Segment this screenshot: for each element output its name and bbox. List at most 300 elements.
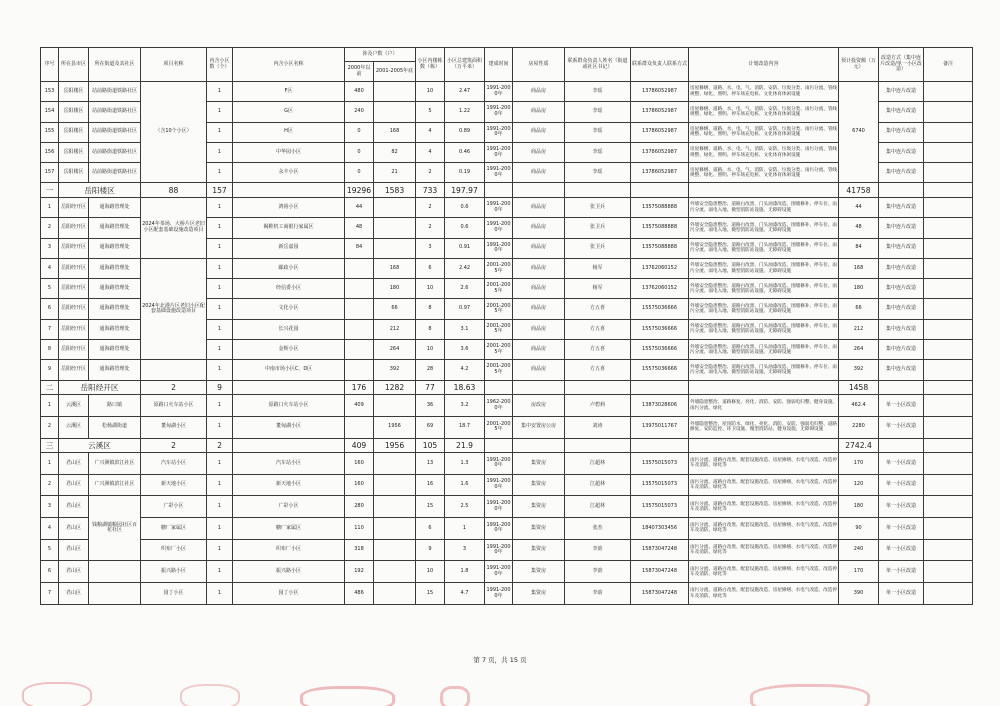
cell-phone: 15575036666: [631, 340, 689, 360]
subtotal-blank: [513, 183, 565, 198]
cell-note: [924, 395, 973, 417]
cell-area: 0.91: [445, 238, 485, 258]
cell-households-2000: 84: [345, 238, 374, 258]
cell-area: 2.47: [445, 82, 485, 102]
cell-community-name: 文化小区: [233, 299, 345, 319]
cell-mode: 单一小区改造: [879, 416, 924, 438]
cell-community-name: 中华园小区: [233, 142, 345, 162]
cell-community-name: 汽车站小区: [233, 453, 345, 475]
cell-households-2005: [374, 539, 416, 561]
cell-year: 2001-2005年: [485, 416, 513, 438]
cell-seq: 1: [41, 395, 59, 417]
cell-community-name: 新岳嘉园: [233, 238, 345, 258]
table-row: [41, 360, 973, 380]
subtotal-blank: [513, 380, 565, 395]
cell-area: 0.6: [445, 197, 485, 217]
cell-note: [924, 142, 973, 162]
cell-seq: 3: [41, 238, 59, 258]
cell-buildings: 6: [416, 258, 445, 278]
cell-street: 站前路街道铁路社区: [89, 142, 141, 162]
cell-invest: 390: [839, 583, 879, 605]
cell-county: 岳阳楼区: [59, 102, 89, 122]
cell-person: 江超林: [565, 474, 631, 496]
cell-households-2005: 21: [374, 163, 416, 183]
cell-year: 1991-2000年: [485, 82, 513, 102]
cell-county: 岳阳经开区: [59, 340, 89, 360]
cell-seq: 4: [41, 518, 59, 540]
cell-households-2000: 160: [345, 453, 374, 475]
cell-invest: 48: [839, 218, 879, 238]
cell-households-2000: 318: [345, 539, 374, 561]
table-row: [41, 416, 973, 438]
cell-nature: 集资房: [513, 496, 565, 518]
cell-nature: 商品房: [513, 82, 565, 102]
cell-year: 2001-2005年: [485, 340, 513, 360]
subtotal-blank: [485, 438, 513, 453]
cell-street: 通海路管理处: [89, 299, 141, 319]
page-footer: 第 7 页，共 15 页: [473, 656, 527, 664]
cell-county: 岳阳楼区: [59, 142, 89, 162]
subtotal-count: 9: [207, 380, 233, 395]
subtotal-count: 2: [207, 438, 233, 453]
table-row: [41, 539, 973, 561]
cell-nature: 商品房: [513, 238, 565, 258]
cell-invest: 6740: [839, 82, 879, 183]
cell-note: [924, 122, 973, 142]
cell-nature: 集资房: [513, 539, 565, 561]
cell-county: 君山区: [59, 539, 89, 561]
cell-community-name: 经信委小区: [233, 279, 345, 299]
cell-street: 通海路管理处: [89, 258, 141, 278]
cell-households-2005: [374, 474, 416, 496]
cell-buildings: 28: [416, 360, 445, 380]
table-row: [41, 258, 973, 278]
cell-phone: 13575088888: [631, 238, 689, 258]
cell-note: [924, 279, 973, 299]
cell-phone: 13786052987: [631, 102, 689, 122]
subtotal-row: [41, 183, 973, 198]
cell-nature: 商品房: [513, 102, 565, 122]
cell-content: 外墙安全隐患整治、道路白改黑、门头油漆改造、围墙修补、停车位、雨污分流、弱电入地、微型消防站设施、无障碍设施: [689, 218, 839, 238]
cell-street: 站前路街道铁路社区: [89, 82, 141, 102]
cell-households-2005: [374, 518, 416, 540]
cell-community-name: 广彩小区: [233, 496, 345, 518]
cell-street: 通海路管理处: [89, 340, 141, 360]
cell-invest: 212: [839, 319, 879, 339]
cell-invest: 240: [839, 539, 879, 561]
cell-project: 糖厂家属区: [141, 518, 207, 540]
cell-phone: 13786052987: [631, 82, 689, 102]
cell-area: 0.46: [445, 142, 485, 162]
cell-phone: 13575015073: [631, 474, 689, 496]
cell-nature: 商品房: [513, 279, 565, 299]
cell-mode: 单一小区改造: [879, 539, 924, 561]
cell-households-2000: 0: [345, 122, 374, 142]
table-row: [41, 583, 973, 605]
cell-area: 18.7: [445, 416, 485, 438]
cell-nature: 商品房: [513, 319, 565, 339]
cell-area: 3: [445, 539, 485, 561]
cell-community-name: F区: [233, 82, 345, 102]
cell-seq: 9: [41, 360, 59, 380]
cell-year: 2001-2005年: [485, 279, 513, 299]
header-count: 内含小区数（个）: [207, 48, 233, 82]
cell-street: 站前路街道铁路社区: [89, 163, 141, 183]
cell-phone: 13762060152: [631, 258, 689, 278]
cell-content: 外墙隐患整治、屋顶防水、绿化、亮化、消防、安防、强弱电归整、道路修复、安防监控、环卫设施、微型消防站、健身设施、无障碍设施: [689, 416, 839, 438]
cell-street: 松杨湖街道: [89, 416, 141, 438]
cell-note: [924, 416, 973, 438]
cell-year: 1991-2000年: [485, 583, 513, 605]
cell-street: 钱粮湖镇粮园社区百花社区: [89, 496, 141, 561]
cell-community-name: 原路口火车站小区: [233, 395, 345, 417]
cell-mode: 集中连片改造: [879, 102, 924, 122]
cell-households-2005: 392: [374, 360, 416, 380]
table-row: [41, 82, 973, 102]
cell-county: 岳阳经开区: [59, 258, 89, 278]
seal-stamp-fragment: [300, 686, 395, 706]
cell-buildings: 69: [416, 416, 445, 438]
subtotal-buildings: 77: [416, 380, 445, 395]
cell-households-2000: 0: [345, 163, 374, 183]
cell-mode: 集中连片改造: [879, 258, 924, 278]
cell-mode: 单一小区改造: [879, 453, 924, 475]
cell-invest: 180: [839, 279, 879, 299]
cell-count: 1: [207, 299, 233, 319]
cell-year: 1991-2000年: [485, 218, 513, 238]
cell-county: 君山区: [59, 453, 89, 475]
cell-mode: 集中连片改造: [879, 360, 924, 380]
cell-note: [924, 539, 973, 561]
subtotal-area: 197.97: [445, 183, 485, 198]
subtotal-blank: [879, 183, 924, 198]
cell-count: 1: [207, 197, 233, 217]
cell-seq: 2: [41, 218, 59, 238]
cell-households-2000: [345, 279, 374, 299]
cell-county: 岳阳楼区: [59, 122, 89, 142]
cell-county: 岳阳经开区: [59, 218, 89, 238]
cell-area: 0.6: [445, 218, 485, 238]
cell-phone: 13786052987: [631, 122, 689, 142]
cell-area: 3.1: [445, 319, 485, 339]
cell-households-2005: [374, 583, 416, 605]
cell-county: 君山区: [59, 518, 89, 540]
cell-count: 1: [207, 340, 233, 360]
cell-person: 杨军: [565, 279, 631, 299]
subtotal-blank: [631, 438, 689, 453]
subtotal-blank: [565, 183, 631, 198]
cell-buildings: 8: [416, 299, 445, 319]
cell-content: 雨污分流、道路白改黑、配套设施改造、房屋修缮、水电气改造、改造停车及消防、绿化等: [689, 518, 839, 540]
cell-households-2005: [374, 395, 416, 417]
cell-count: 1: [207, 474, 233, 496]
cell-community-name: 邮政小区: [233, 258, 345, 278]
cell-street: 广兴洲镇滨江社区: [89, 453, 141, 475]
cell-count: 1: [207, 163, 233, 183]
cell-households-2005: [374, 496, 416, 518]
cell-project: 织布厂小区: [141, 539, 207, 561]
table-row: [41, 395, 973, 417]
cell-mode: 单一小区改造: [879, 583, 924, 605]
cell-seq: 154: [41, 102, 59, 122]
cell-person: 李韵: [565, 539, 631, 561]
cell-note: [924, 583, 973, 605]
table-body: [41, 82, 973, 605]
cell-mode: 集中连片改造: [879, 279, 924, 299]
cell-area: 3.6: [445, 340, 485, 360]
cell-nature: 房改房: [513, 395, 565, 417]
cell-year: 1991-2000年: [485, 142, 513, 162]
cell-person: 江超林: [565, 453, 631, 475]
subtotal-blank: [565, 380, 631, 395]
cell-count: 1: [207, 583, 233, 605]
cell-street: 站前路街道铁路社区: [89, 102, 141, 122]
subtotal-projects: 88: [141, 183, 207, 198]
cell-nature: 集中安置房公房: [513, 416, 565, 438]
cell-person: 李瑶: [565, 163, 631, 183]
subtotal-blank: [485, 183, 513, 198]
cell-content: 房屋修缮、道路、水、电、气、消防、安防、垃圾分类、雨污分流、管线规整、绿化、照明、停车场充电桩、文化体育体闲设施: [689, 102, 839, 122]
cell-project: （含10个小区）: [141, 82, 207, 183]
seal-stamp-bleed: [0, 668, 1000, 706]
cell-count: 1: [207, 453, 233, 475]
cell-community-name: 长兴花园: [233, 319, 345, 339]
cell-buildings: 5: [416, 102, 445, 122]
cell-note: [924, 360, 973, 380]
cell-households-2000: 486: [345, 583, 374, 605]
cell-community-name: H区: [233, 122, 345, 142]
cell-area: 3.2: [445, 395, 485, 417]
cell-seq: 153: [41, 82, 59, 102]
header-project: 项目名称: [141, 48, 207, 82]
cell-mode: 集中连片改造: [879, 218, 924, 238]
cell-county: 岳阳经开区: [59, 299, 89, 319]
cell-phone: 13786052987: [631, 163, 689, 183]
cell-note: [924, 102, 973, 122]
cell-person: 方五喜: [565, 299, 631, 319]
cell-note: [924, 319, 973, 339]
cell-buildings: 15: [416, 583, 445, 605]
subtotal-invest: 41758: [839, 183, 879, 198]
table-row: [41, 474, 973, 496]
cell-count: 1: [207, 395, 233, 417]
cell-buildings: 10: [416, 561, 445, 583]
cell-project: 董甸湖小区: [141, 416, 207, 438]
cell-area: 1.8: [445, 561, 485, 583]
cell-year: 1991-2000年: [485, 453, 513, 475]
cell-street: [89, 561, 141, 583]
cell-phone: 15575036666: [631, 319, 689, 339]
cell-content: 雨污分流、道路白改黑、配套设施改造、房屋修缮、水电气改造、改造停车及消防、绿化等: [689, 583, 839, 605]
header-county: 所在县市区: [59, 48, 89, 82]
header-households-2005: 2001-2005年底: [374, 62, 416, 82]
cell-content: 外墙安全隐患整治、道路白改黑、门头油漆改造、围墙修补、停车位、雨污分流、弱电入地、微型消防站设施、无障碍设施: [689, 238, 839, 258]
cell-note: [924, 218, 973, 238]
cell-mode: 集中连片改造: [879, 238, 924, 258]
cell-person: 方五喜: [565, 340, 631, 360]
cell-street: 路口镇: [89, 395, 141, 417]
renovation-table-sheet: [40, 47, 972, 605]
cell-person: 李瑶: [565, 142, 631, 162]
cell-content: 外墙安全隐患整治、道路白改黑、门头油漆改造、围墙修补、停车位、雨污分流、弱电入地、微型消防站设施、无障碍设施: [689, 299, 839, 319]
cell-count: 1: [207, 518, 233, 540]
cell-year: 1991-2000年: [485, 197, 513, 217]
cell-person: 李韵: [565, 583, 631, 605]
cell-buildings: 10: [416, 340, 445, 360]
cell-seq: 157: [41, 163, 59, 183]
cell-households-2005: [374, 561, 416, 583]
cell-person: 李瑶: [565, 102, 631, 122]
cell-area: 0.19: [445, 163, 485, 183]
cell-person: 张卫兵: [565, 218, 631, 238]
cell-note: [924, 163, 973, 183]
cell-county: 君山区: [59, 496, 89, 518]
cell-year: 2001-2005年: [485, 360, 513, 380]
cell-mode: 集中连片改造: [879, 142, 924, 162]
header-phone: 联系群众负责人联系方式: [631, 48, 689, 82]
cell-buildings: 15: [416, 496, 445, 518]
cell-nature: 商品房: [513, 122, 565, 142]
cell-note: [924, 496, 973, 518]
cell-person: 李瑶: [565, 82, 631, 102]
cell-area: 1.3: [445, 453, 485, 475]
subtotal-blank: [565, 438, 631, 453]
cell-invest: 392: [839, 360, 879, 380]
cell-project: [141, 360, 207, 380]
subtotal-buildings: 733: [416, 183, 445, 198]
subtotal-blank: [879, 380, 924, 395]
cell-households-2005: 82: [374, 142, 416, 162]
subtotal-blank: [233, 380, 345, 395]
cell-invest: 84: [839, 238, 879, 258]
cell-phone: 13575015073: [631, 496, 689, 518]
cell-invest: 2280: [839, 416, 879, 438]
cell-phone: 15873047248: [631, 539, 689, 561]
cell-nature: 商品房: [513, 360, 565, 380]
header-seq: 序号: [41, 48, 59, 82]
cell-households-2005: [374, 238, 416, 258]
cell-invest: 180: [839, 496, 879, 518]
seal-stamp-fragment: [22, 682, 92, 706]
cell-county: 君山区: [59, 561, 89, 583]
cell-households-2000: 192: [345, 561, 374, 583]
cell-buildings: 13: [416, 453, 445, 475]
subtotal-blank: [924, 438, 973, 453]
cell-buildings: 8: [416, 319, 445, 339]
cell-person: 张杰: [565, 518, 631, 540]
cell-phone: 15575036666: [631, 299, 689, 319]
cell-households-2005: 168: [374, 122, 416, 142]
cell-community-name: 振兴路小区: [233, 561, 345, 583]
cell-nature: 商品房: [513, 299, 565, 319]
cell-households-2000: [345, 299, 374, 319]
cell-person: 江超林: [565, 496, 631, 518]
header-note: 备注: [924, 48, 973, 82]
cell-community-name: 金辉小区: [233, 340, 345, 360]
cell-year: 1991-2000年: [485, 518, 513, 540]
cell-mode: 单一小区改造: [879, 496, 924, 518]
cell-street: 通海路管理处: [89, 238, 141, 258]
cell-nature: 商品房: [513, 340, 565, 360]
subtotal-households-2005: 1282: [374, 380, 416, 395]
header-households: 涉及户数（户）: [345, 48, 416, 62]
cell-households-2000: [345, 360, 374, 380]
cell-area: 1.22: [445, 102, 485, 122]
cell-phone: 13575015073: [631, 453, 689, 475]
cell-project: 原路口火车站小区: [141, 395, 207, 417]
cell-street: 通海路管理处: [89, 279, 141, 299]
cell-seq: 7: [41, 319, 59, 339]
cell-person: 李瑶: [565, 122, 631, 142]
subtotal-blank: [233, 438, 345, 453]
cell-year: 1991-2000年: [485, 238, 513, 258]
header-content: 计划改造内容: [689, 48, 839, 82]
cell-content: 雨污分流、道路白改黑、配套设施改造、房屋修缮、水电气改造、改造停车及消防、绿化等: [689, 474, 839, 496]
cell-person: 杨军: [565, 258, 631, 278]
cell-households-2000: 280: [345, 496, 374, 518]
cell-content: 外墙安全隐患整治、道路白改黑、门头油漆改造、围墙修补、停车位、雨污分流、弱电入地、微型消防站设施、无障碍设施: [689, 279, 839, 299]
cell-phone: 18407303456: [631, 518, 689, 540]
cell-project: 2024年茶场、大桥片区老旧小区配套基础设施改造项目: [141, 197, 207, 258]
cell-households-2005: 212: [374, 319, 416, 339]
cell-households-2005: [374, 82, 416, 102]
cell-seq: 4: [41, 258, 59, 278]
cell-note: [924, 82, 973, 102]
cell-mode: 集中连片改造: [879, 340, 924, 360]
cell-phone: 15575036666: [631, 360, 689, 380]
cell-households-2000: 48: [345, 218, 374, 238]
cell-note: [924, 238, 973, 258]
cell-person: 方五喜: [565, 319, 631, 339]
cell-households-2000: [345, 416, 374, 438]
cell-area: 2.42: [445, 258, 485, 278]
subtotal-blank: [689, 438, 839, 453]
cell-count: 1: [207, 122, 233, 142]
cell-invest: 168: [839, 258, 879, 278]
cell-seq: 6: [41, 561, 59, 583]
cell-buildings: 10: [416, 279, 445, 299]
subtotal-blank: [631, 380, 689, 395]
cell-year: 2001-2005年: [485, 299, 513, 319]
cell-community-name: 董甸湖小区: [233, 416, 345, 438]
cell-households-2000: 0: [345, 142, 374, 162]
cell-project: 新天地小区: [141, 474, 207, 496]
cell-mode: 集中连片改造: [879, 299, 924, 319]
header-year: 建成时间: [485, 48, 513, 82]
cell-nature: 集资房: [513, 518, 565, 540]
cell-count: 1: [207, 102, 233, 122]
cell-note: [924, 299, 973, 319]
subtotal-households-2005: 1956: [374, 438, 416, 453]
cell-seq: 155: [41, 122, 59, 142]
cell-households-2000: 480: [345, 82, 374, 102]
cell-households-2000: 160: [345, 474, 374, 496]
subtotal-blank: [513, 438, 565, 453]
cell-phone: 13975011767: [631, 416, 689, 438]
cell-buildings: 2: [416, 197, 445, 217]
cell-households-2005: [374, 218, 416, 238]
cell-count: 1: [207, 258, 233, 278]
cell-mode: 集中连片改造: [879, 163, 924, 183]
header-buildings: 小区内楼栋数（栋）: [416, 48, 445, 82]
cell-mode: 集中连片改造: [879, 319, 924, 339]
cell-project: 汽车站小区: [141, 453, 207, 475]
subtotal-seq: 三: [41, 438, 59, 453]
cell-county: 岳阳经开区: [59, 197, 89, 217]
cell-county: 岳阳经开区: [59, 238, 89, 258]
cell-community-name: G区: [233, 102, 345, 122]
cell-year: 1991-2000年: [485, 474, 513, 496]
